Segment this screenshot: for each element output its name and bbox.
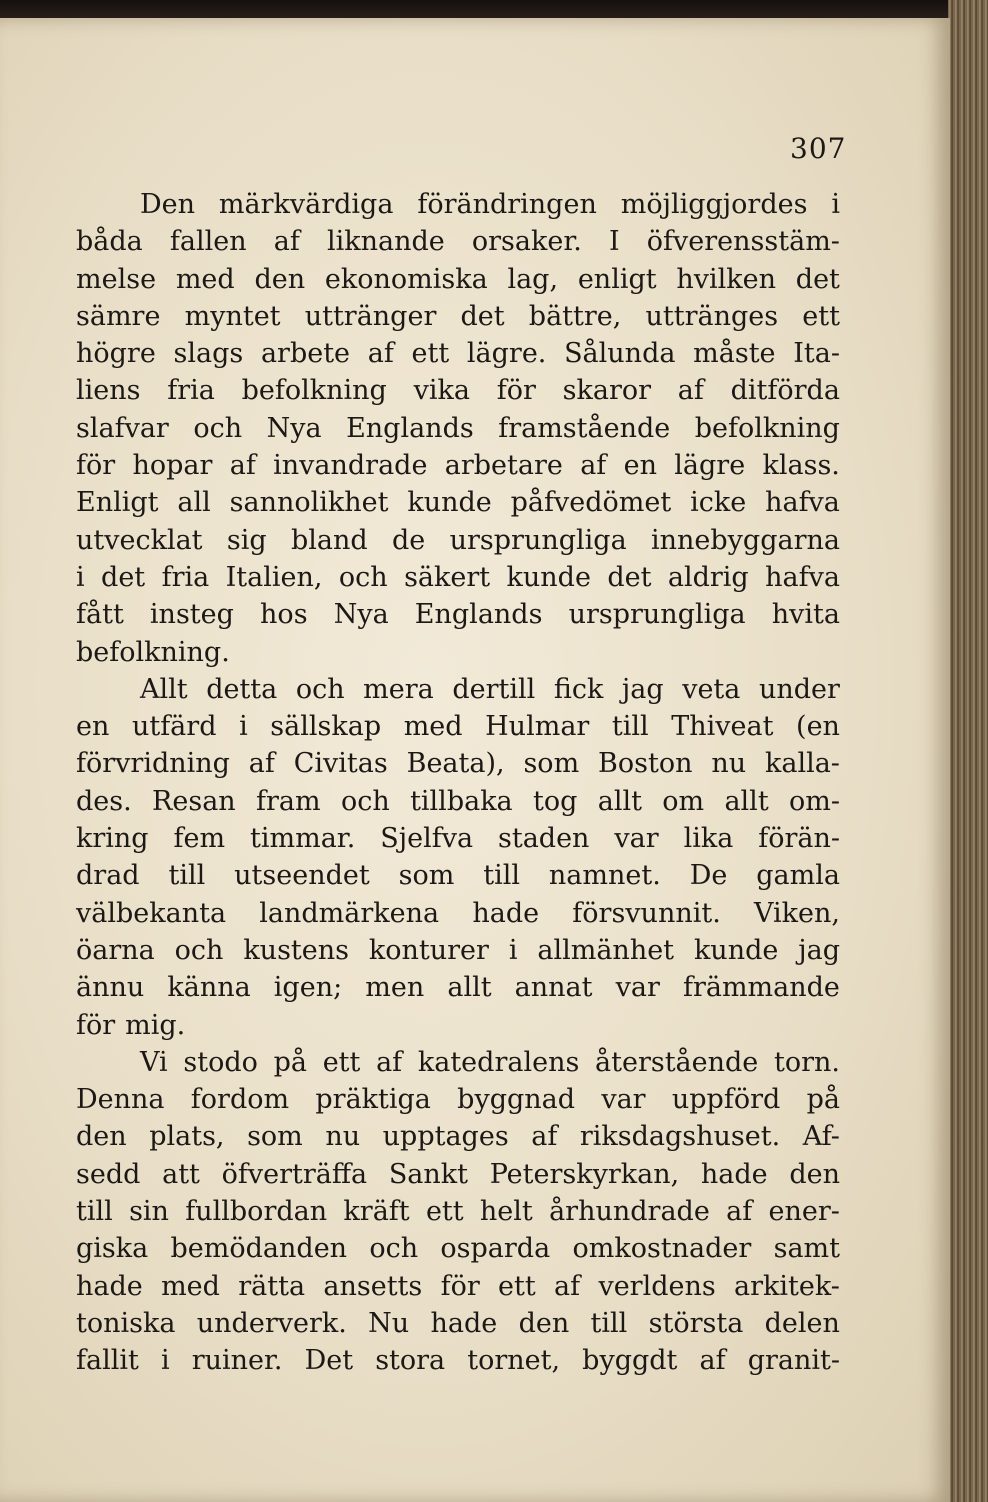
word: Af- — [802, 1121, 840, 1153]
word: lägre — [674, 450, 746, 482]
word: mig. — [125, 1009, 186, 1041]
word: främmande — [682, 972, 840, 1004]
word: tog — [533, 785, 578, 817]
text-line — [76, 783, 840, 820]
word: Englands — [414, 599, 543, 631]
word: staden — [497, 823, 590, 855]
word: utfärd — [131, 711, 217, 743]
word: var — [614, 823, 659, 855]
word: märkvärdiga — [218, 189, 394, 220]
text-line — [76, 596, 840, 633]
word: och — [193, 412, 243, 444]
word: fem — [173, 823, 226, 855]
word: att — [162, 1158, 200, 1190]
word: Ita- — [793, 338, 840, 370]
word: uppförd — [671, 1084, 781, 1116]
word: Denna — [76, 1084, 165, 1116]
text-line — [76, 1118, 840, 1155]
word: delen — [764, 1307, 840, 1339]
word: med — [161, 1270, 220, 1302]
word: konturer — [368, 934, 489, 966]
word: sin — [129, 1196, 169, 1228]
word: nu — [711, 748, 747, 780]
word: största — [648, 1307, 744, 1339]
word: med — [403, 711, 463, 743]
word: lägre. — [466, 338, 547, 370]
word: plats, — [149, 1121, 225, 1153]
word: för — [76, 450, 116, 482]
word: ett — [802, 300, 840, 332]
word: dertill — [452, 673, 536, 705]
word: det — [101, 561, 146, 593]
word: till — [76, 1196, 113, 1228]
word: öfverträffa — [221, 1158, 368, 1190]
word: Resan — [152, 785, 236, 817]
word: mera — [363, 673, 434, 705]
word: den — [254, 263, 306, 295]
word: torn. — [773, 1046, 840, 1078]
word: helt — [479, 1196, 533, 1228]
word: igen; — [273, 972, 343, 1004]
word: fordom — [190, 1084, 290, 1116]
text-line — [76, 969, 840, 1006]
word: för — [440, 1270, 480, 1302]
text-line — [76, 522, 840, 559]
word: sig — [226, 524, 267, 556]
word: ett — [411, 338, 450, 370]
word: fria — [161, 561, 210, 593]
word: Sjelfva — [380, 823, 474, 855]
word: ursprungliga — [449, 524, 627, 556]
word: allt — [724, 785, 769, 817]
word: Nya — [266, 412, 322, 444]
word: förvridning — [76, 748, 230, 780]
word: på — [806, 1084, 840, 1116]
word: (en — [796, 711, 840, 743]
text-line — [76, 559, 840, 596]
word: aldrig — [667, 561, 749, 593]
word: jag — [621, 673, 664, 705]
text-line — [76, 1007, 840, 1044]
word: toniska — [76, 1307, 176, 1339]
word: ener- — [768, 1196, 840, 1228]
word: omkostnader — [572, 1233, 752, 1265]
word: De — [689, 860, 728, 892]
text-line — [76, 1193, 840, 1230]
word: måste — [693, 338, 776, 370]
word: allmänhet — [537, 934, 675, 966]
word: som — [523, 748, 580, 780]
word: rätta — [238, 1270, 306, 1302]
word: framstående — [498, 412, 671, 444]
word: Beata), — [406, 748, 505, 780]
word: lika — [683, 823, 734, 855]
word: utvecklat — [76, 524, 203, 556]
word: Enligt — [76, 487, 159, 519]
word: som — [247, 1121, 303, 1153]
word: arbete — [260, 338, 351, 370]
word: båda — [76, 226, 143, 258]
word: af — [580, 450, 607, 482]
word: Nya — [333, 599, 389, 631]
word: den — [518, 1307, 570, 1339]
word: all — [177, 487, 211, 519]
word: ekonomiska — [324, 263, 488, 295]
word: bland — [290, 524, 368, 556]
text-line — [76, 186, 840, 223]
word: Allt — [140, 673, 188, 705]
word: af — [273, 226, 300, 258]
word: ursprungliga — [568, 599, 746, 631]
word: hvilken — [676, 263, 777, 295]
word: kalla- — [764, 748, 840, 780]
word: kräft — [343, 1196, 410, 1228]
word: sällskap — [270, 711, 382, 743]
word: uttränger — [304, 300, 437, 332]
word: sannolikhet — [229, 487, 389, 519]
word: Nu — [368, 1307, 410, 1339]
word: en — [76, 711, 110, 743]
word: känna — [167, 972, 251, 1004]
word: påfvedömet — [510, 487, 672, 519]
word: af — [229, 450, 256, 482]
word: utseendet — [234, 860, 370, 892]
word: Det — [304, 1345, 354, 1377]
word: till — [168, 860, 206, 892]
word: om — [662, 785, 705, 817]
word: kunde — [407, 487, 492, 519]
word: befolkning — [241, 375, 387, 407]
text-line — [76, 932, 840, 969]
body-text — [76, 186, 840, 1380]
word: i — [76, 561, 85, 593]
word: kunde — [506, 561, 591, 593]
word: ännu — [76, 972, 145, 1004]
word: skaror — [562, 375, 652, 407]
word: och — [338, 561, 388, 593]
word: hvita — [771, 599, 840, 631]
word: under — [758, 673, 840, 705]
word: försvunnit. — [572, 897, 721, 929]
word: förändringen — [417, 189, 597, 220]
word: enligt — [577, 263, 657, 295]
word: de — [392, 524, 426, 556]
text-line — [76, 1268, 840, 1305]
word: giska — [76, 1233, 149, 1265]
word: osparda — [440, 1233, 551, 1265]
word: ett — [498, 1270, 536, 1302]
word: Vi — [140, 1046, 168, 1078]
word: fullbordan — [185, 1196, 328, 1228]
word: öfverensstäm- — [646, 226, 840, 258]
word: jag — [798, 934, 840, 966]
word: myntet — [184, 300, 281, 332]
word: Italien, — [225, 561, 323, 593]
text-line — [76, 1230, 840, 1267]
word: Englands — [346, 412, 474, 444]
word: hade — [472, 897, 540, 929]
word: nu — [325, 1121, 361, 1153]
word: århundrade — [549, 1196, 710, 1228]
word: Civitas — [293, 748, 388, 780]
word: liens — [76, 375, 141, 407]
word: af — [554, 1270, 581, 1302]
text-line — [76, 298, 840, 335]
text-line — [76, 1156, 840, 1193]
text-line — [76, 820, 840, 857]
word: veta — [682, 673, 741, 705]
word: kustens — [243, 934, 349, 966]
word: fallit — [76, 1345, 139, 1377]
word: liknande — [326, 226, 445, 258]
word: i — [160, 1345, 170, 1377]
word: Thiveat — [671, 711, 774, 743]
word: timmar. — [250, 823, 356, 855]
text-line — [76, 1044, 840, 1081]
text-line — [76, 335, 840, 372]
word: icke — [690, 487, 747, 519]
text-line — [76, 1342, 840, 1379]
word: sämre — [76, 300, 161, 332]
word: af — [376, 1046, 403, 1078]
word: vika — [413, 375, 470, 407]
word: Boston — [598, 748, 693, 780]
word: tillbaka — [410, 785, 513, 817]
word: högre — [76, 338, 156, 370]
word: verldens — [598, 1270, 716, 1302]
word: hafva — [765, 487, 840, 519]
word: om- — [789, 785, 840, 817]
word: med — [175, 263, 235, 295]
word: drad — [76, 860, 140, 892]
word: des. — [76, 785, 132, 817]
word: fria — [167, 375, 215, 407]
word: Sankt — [388, 1158, 469, 1190]
word: I — [608, 226, 620, 258]
text-line — [76, 372, 840, 409]
word: insteg — [149, 599, 234, 631]
text-line — [76, 1081, 840, 1118]
word: till — [590, 1307, 628, 1339]
text-line — [76, 447, 840, 484]
word: sedd — [76, 1158, 141, 1190]
word: befolkning — [694, 412, 840, 444]
word: bättre, — [528, 300, 622, 332]
word: allt — [597, 785, 642, 817]
word: förän- — [758, 823, 840, 855]
word: på — [273, 1046, 307, 1078]
word: hade — [430, 1307, 498, 1339]
word: orsaker. — [471, 226, 582, 258]
word: hade — [700, 1158, 768, 1190]
word: som — [398, 860, 455, 892]
word: kring — [76, 823, 149, 855]
word: återstående — [595, 1046, 759, 1078]
page-number: 307 — [790, 132, 847, 165]
word: namnet. — [548, 860, 661, 892]
word: och — [295, 673, 345, 705]
word: underverk. — [196, 1307, 347, 1339]
word: hafva — [765, 561, 840, 593]
text-line — [76, 895, 840, 932]
word: hos — [260, 599, 308, 631]
word: slafvar — [76, 412, 169, 444]
word: bemödanden — [170, 1233, 348, 1265]
word: upptages — [382, 1121, 509, 1153]
text-line — [76, 634, 840, 671]
word: Peterskyrkan, — [489, 1158, 680, 1190]
word: tornet, — [467, 1345, 561, 1377]
word: af — [248, 748, 275, 780]
word: fram — [256, 785, 321, 817]
word: fick — [553, 673, 604, 705]
word: ansetts — [323, 1270, 423, 1302]
word: lag, — [507, 263, 559, 295]
word: den — [76, 1121, 127, 1153]
word: allt — [447, 972, 492, 1004]
word: gamla — [756, 860, 840, 892]
word: för — [496, 375, 536, 407]
word: var — [615, 972, 660, 1004]
word: uttränges — [645, 300, 779, 332]
text-line — [76, 410, 840, 447]
text-line — [76, 261, 840, 298]
word: riksdagshuset. — [579, 1121, 781, 1153]
book-page-edges — [948, 0, 988, 1502]
word: innebyggarna — [651, 524, 840, 556]
top-shadow — [0, 0, 988, 20]
word: slags — [173, 338, 244, 370]
word: Hulmar — [485, 711, 590, 743]
word: var — [601, 1084, 646, 1116]
word: ett — [322, 1046, 361, 1078]
word: det — [607, 561, 652, 593]
word: möjliggjordes — [620, 189, 808, 220]
word: granit- — [747, 1345, 840, 1377]
word: samt — [773, 1233, 840, 1265]
word: och — [340, 785, 390, 817]
word: hade — [76, 1270, 143, 1302]
word: ditförda — [730, 375, 840, 407]
word: landmärkena — [259, 897, 440, 929]
word: annat — [514, 972, 593, 1004]
word: af — [367, 338, 394, 370]
word: välbekanta — [76, 897, 227, 929]
word: Sålunda — [564, 338, 676, 370]
word: stodo — [183, 1046, 258, 1078]
word: stora — [375, 1345, 446, 1377]
word: byggdt — [582, 1345, 678, 1377]
word: i — [831, 189, 840, 220]
text-line — [76, 708, 840, 745]
word: och — [369, 1233, 419, 1265]
word: och — [174, 934, 224, 966]
word: ett — [425, 1196, 464, 1228]
word: invandrade — [273, 450, 428, 482]
word: detta — [206, 673, 278, 705]
word: det — [460, 300, 505, 332]
word: byggnad — [457, 1084, 576, 1116]
word: af — [531, 1121, 558, 1153]
word: den — [789, 1158, 840, 1190]
word: Den — [140, 189, 196, 220]
word: katedralens — [417, 1046, 580, 1078]
word: för — [76, 1009, 116, 1041]
word: hopar — [132, 450, 213, 482]
word: till — [611, 711, 649, 743]
word: arbetare — [444, 450, 563, 482]
text-line — [76, 857, 840, 894]
text-line — [76, 223, 840, 260]
word: präktiga — [315, 1084, 431, 1116]
word: men — [365, 972, 425, 1004]
text-line — [76, 671, 840, 708]
word: öarna — [76, 934, 155, 966]
word: fallen — [169, 226, 247, 258]
book-page — [0, 18, 950, 1502]
word: det — [795, 263, 840, 295]
word: af — [699, 1345, 726, 1377]
word: melse — [76, 263, 157, 295]
text-line — [76, 745, 840, 782]
word: en — [623, 450, 657, 482]
word: till — [483, 860, 521, 892]
word: Viken, — [754, 897, 840, 929]
word: klass. — [762, 450, 840, 482]
word: af — [726, 1196, 753, 1228]
word: ruiner. — [191, 1345, 283, 1377]
word: kunde — [693, 934, 779, 966]
word: befolkning. — [76, 636, 230, 668]
text-line — [76, 1305, 840, 1342]
word: af — [677, 375, 704, 407]
word: fått — [76, 599, 124, 631]
text-line — [76, 484, 840, 521]
word: säkert — [404, 561, 491, 593]
word: i — [239, 711, 248, 743]
word: arkitek- — [734, 1270, 840, 1302]
word: i — [508, 934, 518, 966]
